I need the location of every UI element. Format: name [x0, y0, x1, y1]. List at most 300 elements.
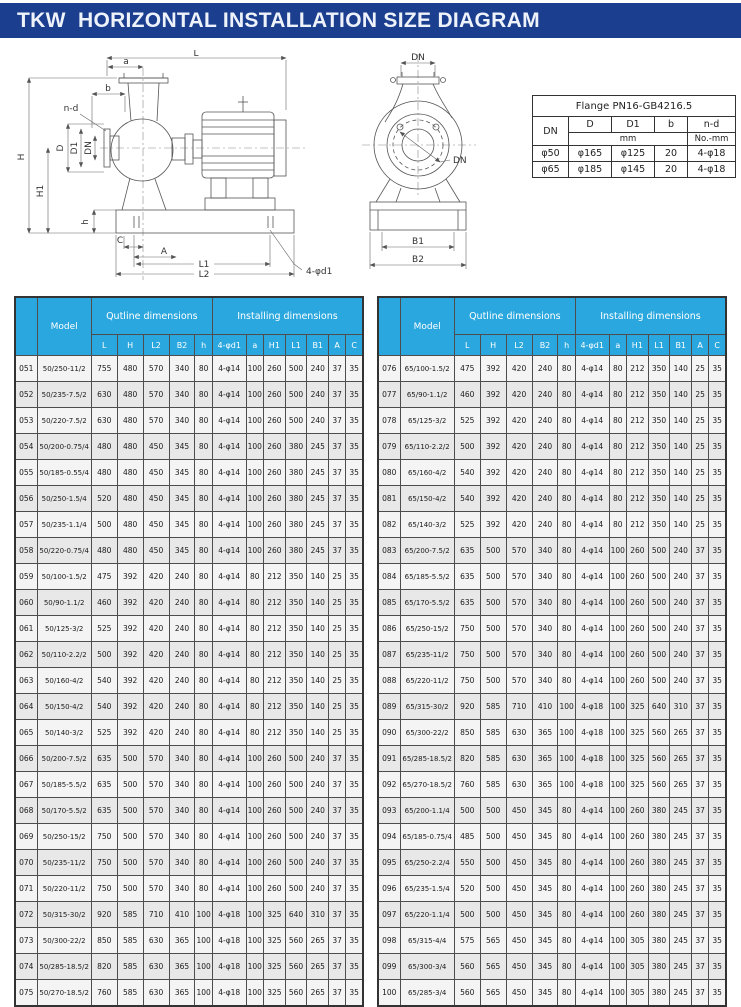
table-cell: 65/220-11/2 — [400, 668, 454, 694]
table-cell: 37 — [329, 902, 346, 928]
table-cell: 075 — [15, 980, 37, 1007]
dim-label-A: A — [160, 247, 168, 257]
table-cell: 560 — [454, 954, 480, 980]
table-cell: 240 — [307, 356, 329, 382]
column-header-B1: B1 — [670, 335, 692, 356]
table-cell: φ125 — [612, 146, 655, 162]
table-cell: 80 — [558, 902, 575, 928]
table-cell: 380 — [648, 824, 670, 850]
table-row — [15, 694, 363, 720]
table-cell: 100 — [609, 590, 626, 616]
table-cell: 80 — [195, 460, 212, 486]
table-row — [15, 382, 363, 408]
table-cell: 087 — [378, 642, 400, 668]
table-cell: 305 — [627, 928, 649, 954]
table-cell: 37 — [692, 902, 709, 928]
table-cell: 450 — [506, 798, 532, 824]
table-cell: 100 — [378, 980, 400, 1007]
table-cell: 100 — [609, 876, 626, 902]
table-cell: 100 — [609, 980, 626, 1007]
table-cell: 345 — [532, 902, 558, 928]
flange-col-nd: n-d — [688, 117, 736, 133]
table-cell: 350 — [648, 382, 670, 408]
table-cell: 37 — [329, 928, 346, 954]
table-cell: 50/285-18.5/2 — [37, 954, 91, 980]
table-cell: 051 — [15, 356, 37, 382]
table-cell: 240 — [532, 512, 558, 538]
table-cell: 140 — [307, 590, 329, 616]
table-cell: 570 — [506, 616, 532, 642]
table-cell: 450 — [143, 512, 169, 538]
table-cell: 392 — [480, 512, 506, 538]
table-cell: 420 — [143, 668, 169, 694]
table-cell: 80 — [195, 356, 212, 382]
table-cell: 80 — [195, 642, 212, 668]
table-cell: 100 — [195, 902, 212, 928]
table-cell: 37 — [692, 642, 709, 668]
table-cell: 850 — [91, 928, 117, 954]
table-cell: 392 — [480, 408, 506, 434]
column-header-number — [15, 297, 37, 356]
table-cell: 099 — [378, 954, 400, 980]
table-cell: 350 — [285, 668, 307, 694]
table-row — [378, 538, 726, 564]
table-cell: 65/315-4/4 — [400, 928, 454, 954]
table-cell: 80 — [558, 876, 575, 902]
dimension-table-right-body — [378, 356, 726, 1007]
table-cell: 80 — [558, 538, 575, 564]
table-cell: 140 — [670, 512, 692, 538]
table-cell: 500 — [648, 538, 670, 564]
table-cell: 50/90-1.1/2 — [37, 590, 91, 616]
table-cell: 50/220-7.5/2 — [37, 408, 91, 434]
table-cell: 37 — [329, 850, 346, 876]
table-row — [378, 590, 726, 616]
table-cell: 450 — [506, 824, 532, 850]
table-cell: 4-φ14 — [212, 772, 246, 798]
table-cell: 37 — [329, 824, 346, 850]
table-cell: 80 — [558, 824, 575, 850]
table-cell: 062 — [15, 642, 37, 668]
table-cell: 068 — [15, 798, 37, 824]
table-cell: 560 — [285, 928, 307, 954]
table-cell: 35 — [709, 772, 726, 798]
table-cell: 070 — [15, 850, 37, 876]
table-cell: 325 — [627, 720, 649, 746]
dimension-table-right — [377, 296, 727, 1007]
table-cell: 240 — [670, 564, 692, 590]
table-cell: 4-φ14 — [575, 382, 609, 408]
column-header-model: Model — [37, 297, 91, 356]
table-cell: 088 — [378, 668, 400, 694]
table-cell: 35 — [709, 668, 726, 694]
pump-front-view-diagram — [356, 50, 540, 294]
table-cell: 560 — [648, 746, 670, 772]
table-cell: 065 — [15, 720, 37, 746]
table-cell: 635 — [454, 538, 480, 564]
table-cell: φ65 — [533, 162, 569, 178]
table-cell: 100 — [246, 980, 263, 1007]
table-cell: 20 — [655, 162, 688, 178]
table-cell: 35 — [346, 616, 363, 642]
table-cell: 240 — [532, 382, 558, 408]
table-cell: 50/250-1.5/4 — [37, 486, 91, 512]
table-cell: 500 — [285, 746, 307, 772]
table-cell: 80 — [558, 850, 575, 876]
column-header-H1: H1 — [264, 335, 286, 356]
table-cell: 100 — [246, 876, 263, 902]
table-cell: 392 — [117, 642, 143, 668]
table-cell: 570 — [143, 798, 169, 824]
table-cell: 380 — [285, 486, 307, 512]
table-cell: 540 — [91, 694, 117, 720]
table-cell: 100 — [609, 538, 626, 564]
column-header-L1: L1 — [648, 335, 670, 356]
table-cell: 420 — [506, 382, 532, 408]
table-cell: 640 — [648, 694, 670, 720]
table-row — [533, 162, 736, 178]
table-cell: 80 — [558, 434, 575, 460]
column-header-model: Model — [400, 297, 454, 356]
table-cell: 80 — [195, 876, 212, 902]
table-cell: 500 — [117, 824, 143, 850]
table-cell: 35 — [346, 590, 363, 616]
table-cell: 35 — [709, 850, 726, 876]
table-cell: 4-φ18 — [575, 772, 609, 798]
table-cell: 089 — [378, 694, 400, 720]
table-cell: 35 — [709, 928, 726, 954]
table-row — [15, 798, 363, 824]
table-cell: 37 — [692, 772, 709, 798]
column-header-C: C — [709, 335, 726, 356]
table-cell: 212 — [264, 720, 286, 746]
column-header-number — [378, 297, 400, 356]
table-cell: 052 — [15, 382, 37, 408]
table-cell: 071 — [15, 876, 37, 902]
table-cell: 500 — [480, 850, 506, 876]
table-cell: 345 — [532, 980, 558, 1007]
dim-label-D1: D1 — [70, 141, 80, 155]
table-cell: 50/140-3/2 — [37, 720, 91, 746]
dim-label-L1: L1 — [198, 260, 210, 270]
table-cell: 365 — [532, 772, 558, 798]
table-cell: 35 — [346, 642, 363, 668]
table-cell: 350 — [648, 486, 670, 512]
table-cell: 520 — [454, 876, 480, 902]
table-cell: 340 — [532, 668, 558, 694]
table-cell: 50/220-11/2 — [37, 876, 91, 902]
table-cell: 80 — [558, 954, 575, 980]
table-cell: 093 — [378, 798, 400, 824]
table-cell: 760 — [454, 772, 480, 798]
table-cell: 635 — [91, 798, 117, 824]
table-cell: 350 — [285, 720, 307, 746]
table-cell: 325 — [627, 746, 649, 772]
table-cell: 4-φ14 — [212, 564, 246, 590]
table-cell: 80 — [609, 434, 626, 460]
table-cell: 50/220-0.75/4 — [37, 538, 91, 564]
table-cell: 4-φ14 — [212, 486, 246, 512]
table-cell: 140 — [307, 720, 329, 746]
table-cell: 80 — [558, 798, 575, 824]
table-cell: 059 — [15, 564, 37, 590]
table-cell: 570 — [506, 590, 532, 616]
table-cell: 212 — [627, 356, 649, 382]
table-cell: 310 — [307, 902, 329, 928]
table-cell: 420 — [506, 460, 532, 486]
table-cell: 260 — [627, 616, 649, 642]
table-cell: 80 — [195, 382, 212, 408]
table-cell: 80 — [558, 668, 575, 694]
table-cell: 365 — [169, 928, 195, 954]
table-cell: 240 — [532, 486, 558, 512]
table-cell: 4-φ14 — [212, 694, 246, 720]
table-cell: 25 — [692, 356, 709, 382]
column-header-L2: L2 — [506, 335, 532, 356]
table-cell: 240 — [532, 356, 558, 382]
dim-label-D: D — [56, 144, 66, 152]
table-cell: 37 — [329, 798, 346, 824]
table-cell: 80 — [246, 642, 263, 668]
table-cell: 80 — [558, 460, 575, 486]
table-cell: 65/160-4/2 — [400, 460, 454, 486]
table-cell: 140 — [307, 694, 329, 720]
table-cell: 260 — [627, 876, 649, 902]
table-row — [15, 538, 363, 564]
table-cell: 37 — [692, 616, 709, 642]
table-cell: 345 — [532, 850, 558, 876]
table-cell: 50/125-3/2 — [37, 616, 91, 642]
table-cell: 80 — [195, 486, 212, 512]
table-cell: 480 — [117, 460, 143, 486]
table-cell: 212 — [264, 616, 286, 642]
table-cell: 212 — [264, 564, 286, 590]
table-cell: 25 — [692, 460, 709, 486]
table-cell: 65/220-1.1/4 — [400, 902, 454, 928]
table-cell: 240 — [532, 408, 558, 434]
column-group-installing: Installing dimensions — [212, 297, 363, 335]
table-cell: 35 — [346, 356, 363, 382]
table-cell: 240 — [307, 824, 329, 850]
dim-label-4-d1: 4-φd1 — [306, 267, 333, 277]
table-row — [378, 642, 726, 668]
table-cell: 350 — [648, 434, 670, 460]
table-cell: 37 — [692, 954, 709, 980]
table-row — [378, 902, 726, 928]
table-cell: 37 — [329, 772, 346, 798]
table-cell: 100 — [609, 668, 626, 694]
table-cell: 500 — [480, 824, 506, 850]
table-cell: 37 — [329, 954, 346, 980]
table-cell: 4-φ14 — [575, 902, 609, 928]
table-cell: 100 — [246, 356, 263, 382]
table-cell: 560 — [648, 772, 670, 798]
table-cell: 80 — [609, 356, 626, 382]
table-cell: 265 — [670, 772, 692, 798]
table-cell: 340 — [169, 876, 195, 902]
table-row — [378, 772, 726, 798]
table-cell: 260 — [627, 850, 649, 876]
dim-label-h: h — [81, 219, 91, 225]
table-cell: 240 — [532, 460, 558, 486]
table-row — [378, 798, 726, 824]
table-cell: 380 — [285, 512, 307, 538]
table-cell: 65/185-0.75/4 — [400, 824, 454, 850]
table-cell: 630 — [143, 980, 169, 1007]
flange-col-b: b — [655, 117, 688, 133]
table-cell: 585 — [480, 746, 506, 772]
table-cell: 076 — [378, 356, 400, 382]
table-cell: 4-φ14 — [212, 850, 246, 876]
table-cell: 4-φ14 — [575, 616, 609, 642]
table-cell: 4-φ14 — [575, 798, 609, 824]
table-cell: 80 — [195, 772, 212, 798]
column-header-B1: B1 — [307, 335, 329, 356]
table-cell: 80 — [195, 850, 212, 876]
table-cell: 500 — [285, 824, 307, 850]
table-cell: 80 — [246, 668, 263, 694]
table-cell: 80 — [246, 720, 263, 746]
table-cell: 450 — [143, 538, 169, 564]
table-cell: 340 — [532, 616, 558, 642]
table-cell: 500 — [117, 798, 143, 824]
table-cell: 4-φ14 — [212, 434, 246, 460]
table-cell: 260 — [264, 486, 286, 512]
table-cell: 65/140-3/2 — [400, 512, 454, 538]
table-cell: 212 — [627, 512, 649, 538]
table-cell: 345 — [532, 954, 558, 980]
table-cell: 50/250-11/2 — [37, 356, 91, 382]
table-cell: 073 — [15, 928, 37, 954]
column-header-4d1: 4-φd1 — [575, 335, 609, 356]
table-cell: 35 — [346, 850, 363, 876]
table-cell: 345 — [532, 824, 558, 850]
column-header-B2: B2 — [169, 335, 195, 356]
table-cell: 392 — [117, 668, 143, 694]
table-cell: 350 — [285, 616, 307, 642]
table-cell: 260 — [264, 746, 286, 772]
table-cell: 35 — [346, 564, 363, 590]
table-cell: 212 — [627, 382, 649, 408]
table-cell: 570 — [143, 772, 169, 798]
table-row — [15, 746, 363, 772]
column-header-A: A — [329, 335, 346, 356]
table-cell: 80 — [246, 590, 263, 616]
table-cell: 65/285-18.5/2 — [400, 746, 454, 772]
table-cell: 140 — [670, 434, 692, 460]
table-cell: 4-φ14 — [575, 512, 609, 538]
table-cell: 480 — [117, 434, 143, 460]
table-cell: 100 — [246, 512, 263, 538]
table-cell: 570 — [143, 382, 169, 408]
table-cell: 65/90-1.1/2 — [400, 382, 454, 408]
table-row — [378, 434, 726, 460]
table-cell: 260 — [264, 460, 286, 486]
table-cell: 245 — [307, 538, 329, 564]
table-cell: 392 — [480, 434, 506, 460]
table-cell: 090 — [378, 720, 400, 746]
table-cell: 345 — [169, 460, 195, 486]
table-cell: 420 — [506, 408, 532, 434]
table-cell: 420 — [506, 434, 532, 460]
flange-table-body — [533, 146, 736, 178]
column-group-outline: Qutline dimensions — [454, 297, 575, 335]
table-cell: 500 — [117, 850, 143, 876]
table-cell: 65/125-3/2 — [400, 408, 454, 434]
table-cell: 35 — [709, 486, 726, 512]
table-cell: 100 — [609, 824, 626, 850]
table-row — [378, 382, 726, 408]
table-cell: 80 — [558, 486, 575, 512]
table-cell: 35 — [709, 876, 726, 902]
table-cell: 345 — [169, 486, 195, 512]
table-cell: 80 — [195, 694, 212, 720]
table-cell: 4-φ14 — [212, 876, 246, 902]
table-cell: 460 — [454, 382, 480, 408]
table-cell: 100 — [246, 798, 263, 824]
column-group-outline: Qutline dimensions — [91, 297, 212, 335]
table-cell: 35 — [709, 564, 726, 590]
dimension-tables — [14, 296, 728, 1007]
table-cell: 420 — [506, 356, 532, 382]
table-cell: 4-φ14 — [575, 980, 609, 1007]
table-cell: 260 — [627, 642, 649, 668]
table-cell: 078 — [378, 408, 400, 434]
table-cell: 25 — [692, 512, 709, 538]
table-cell: 054 — [15, 434, 37, 460]
table-cell: 80 — [558, 408, 575, 434]
table-cell: 480 — [117, 356, 143, 382]
table-cell: 380 — [648, 798, 670, 824]
table-cell: 565 — [480, 954, 506, 980]
table-cell: 094 — [378, 824, 400, 850]
dim-label-DN: DN — [453, 156, 467, 166]
table-cell: 100 — [246, 746, 263, 772]
table-cell: 212 — [264, 642, 286, 668]
table-cell: 500 — [91, 642, 117, 668]
table-cell: 37 — [329, 434, 346, 460]
table-cell: 37 — [692, 590, 709, 616]
table-cell: 420 — [143, 642, 169, 668]
table-cell: 4-φ14 — [575, 408, 609, 434]
table-cell: 65/200-7.5/2 — [400, 538, 454, 564]
table-cell: 570 — [506, 668, 532, 694]
table-cell: 80 — [558, 356, 575, 382]
table-cell: 340 — [169, 798, 195, 824]
table-cell: 392 — [480, 382, 506, 408]
flange-col-dn: DN — [533, 117, 569, 146]
table-cell: 325 — [264, 980, 286, 1007]
table-cell: 37 — [692, 928, 709, 954]
table-cell: 570 — [143, 824, 169, 850]
table-cell: 100 — [246, 486, 263, 512]
table-cell: 260 — [264, 356, 286, 382]
table-cell: 480 — [117, 538, 143, 564]
table-cell: 100 — [609, 642, 626, 668]
table-cell: 057 — [15, 512, 37, 538]
table-cell: 630 — [506, 746, 532, 772]
table-cell: 80 — [609, 408, 626, 434]
table-cell: 35 — [709, 720, 726, 746]
column-header-L2: L2 — [143, 335, 169, 356]
table-cell: 750 — [91, 824, 117, 850]
table-cell: 35 — [709, 434, 726, 460]
table-cell: 820 — [454, 746, 480, 772]
table-cell: 140 — [670, 382, 692, 408]
table-cell: 140 — [307, 642, 329, 668]
table-cell: 420 — [506, 512, 532, 538]
table-cell: 4-φ14 — [575, 564, 609, 590]
